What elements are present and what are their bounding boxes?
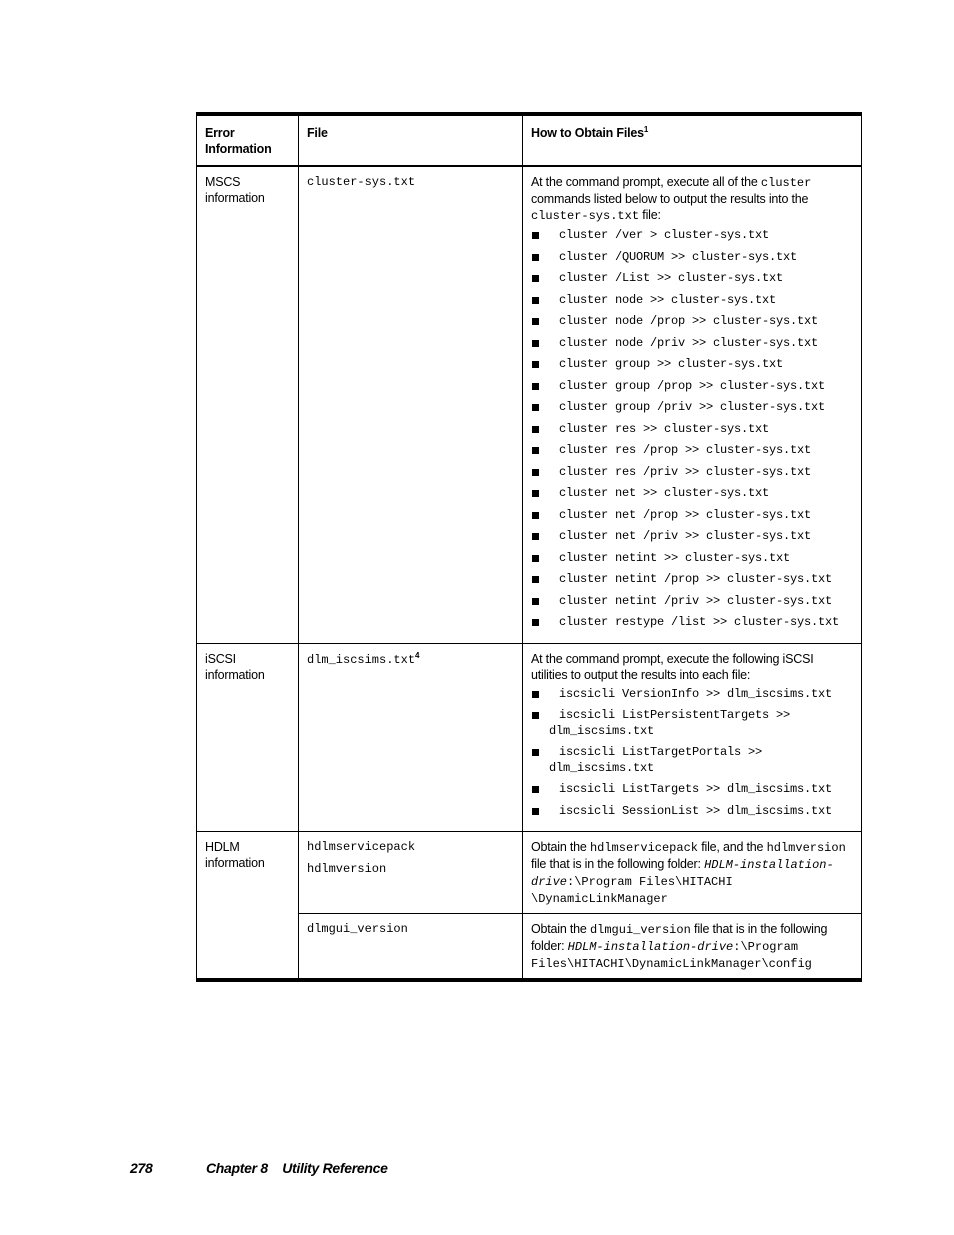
list-item bbox=[531, 745, 853, 776]
page-footer bbox=[130, 1160, 388, 1176]
command-text: cluster group /prop >> cluster-sys.txt bbox=[559, 378, 826, 393]
square-bullet-icon bbox=[532, 749, 539, 756]
square-bullet-icon bbox=[532, 275, 539, 282]
iscsi-how-cell bbox=[523, 643, 862, 832]
command-text: iscsicli ListPersistentTargets >> dlm_iscsims.txt bbox=[549, 708, 791, 738]
hdlm-gui-file-cell bbox=[299, 914, 523, 981]
square-bullet-icon bbox=[532, 598, 539, 605]
list-item bbox=[531, 443, 853, 459]
header-how-to bbox=[523, 114, 862, 166]
square-bullet-icon bbox=[532, 297, 539, 304]
table-header-row bbox=[197, 114, 862, 166]
list-item bbox=[531, 594, 853, 610]
list-item bbox=[531, 708, 853, 739]
page-number: 278 bbox=[130, 1160, 153, 1176]
list-item bbox=[531, 271, 853, 287]
mscs-file: cluster-sys.txt bbox=[307, 175, 416, 189]
iscsi-file-cell bbox=[299, 643, 523, 832]
command-text: cluster net /priv >> cluster-sys.txt bbox=[559, 529, 812, 543]
command-text: iscsicli SessionList >> dlm_iscsims.txt bbox=[559, 803, 833, 818]
command-text: cluster res >> cluster-sys.txt bbox=[559, 421, 770, 436]
command-text: cluster restype /list >> cluster-sys.txt bbox=[559, 615, 840, 629]
list-item bbox=[531, 551, 853, 567]
hdlm-file-2: hdlmversion bbox=[307, 862, 387, 876]
list-item bbox=[531, 687, 853, 703]
hdlm-gui-how-cell bbox=[523, 914, 862, 981]
command-text: cluster netint >> cluster-sys.txt bbox=[559, 550, 791, 565]
hdlm-desc-code-1: hdlmservicepack bbox=[589, 841, 698, 855]
header-footnote-ref: 1 bbox=[643, 124, 649, 134]
command-text: iscsicli ListTargetPortals >> dlm_iscsims.txt bbox=[549, 745, 763, 775]
mscs-command-list bbox=[531, 228, 853, 631]
list-item bbox=[531, 615, 853, 631]
chapter-title: Chapter 8 Utility Reference bbox=[206, 1160, 388, 1176]
hdlm-how-cell bbox=[523, 832, 862, 914]
command-text: cluster group /priv >> cluster-sys.txt bbox=[559, 400, 826, 414]
iscsi-label: iSCSI information bbox=[197, 643, 299, 832]
hdlm-file-cell bbox=[299, 832, 523, 914]
list-item bbox=[531, 314, 853, 330]
square-bullet-icon bbox=[532, 426, 539, 433]
command-text: cluster node /priv >> cluster-sys.txt bbox=[559, 335, 819, 350]
square-bullet-icon bbox=[532, 712, 539, 719]
square-bullet-icon bbox=[532, 533, 539, 540]
table-row-hdlm bbox=[197, 832, 862, 914]
hdlm-gui-file: dlmgui_version bbox=[307, 922, 408, 936]
iscsi-command-list bbox=[531, 687, 853, 820]
hdlm-desc-path: :\Program Files\HITACHI \DynamicLinkManager bbox=[531, 875, 733, 906]
command-text: cluster node >> cluster-sys.txt bbox=[559, 292, 777, 307]
square-bullet-icon bbox=[532, 447, 539, 454]
list-item bbox=[531, 422, 853, 438]
hdlm-file-1: hdlmservicepack bbox=[307, 840, 416, 854]
command-text: cluster /QUORUM >> cluster-sys.txt bbox=[559, 249, 798, 264]
hdlm-desc-italic: HDLM-installation-drive bbox=[531, 858, 834, 889]
square-bullet-icon bbox=[532, 691, 539, 698]
error-info-table bbox=[196, 112, 862, 982]
header-error-info: Error Information bbox=[197, 114, 299, 166]
mscs-label: MSCS information bbox=[197, 166, 299, 643]
list-item bbox=[531, 486, 853, 502]
iscsi-footnote-ref: 4 bbox=[415, 650, 420, 660]
header-file: File bbox=[299, 114, 523, 166]
hdlm-desc-text-3: file that is in the following folder: bbox=[531, 857, 705, 871]
command-text: cluster net >> cluster-sys.txt bbox=[559, 486, 770, 500]
command-text: cluster netint /priv >> cluster-sys.txt bbox=[559, 593, 833, 608]
square-bullet-icon bbox=[532, 318, 539, 325]
square-bullet-icon bbox=[532, 576, 539, 583]
list-item bbox=[531, 379, 853, 395]
command-text: cluster net /prop >> cluster-sys.txt bbox=[559, 507, 812, 522]
command-text: cluster /ver > cluster-sys.txt bbox=[559, 228, 770, 242]
square-bullet-icon bbox=[532, 340, 539, 347]
command-text: cluster res /priv >> cluster-sys.txt bbox=[559, 464, 812, 479]
mscs-intro-file: cluster-sys.txt bbox=[531, 209, 640, 223]
mscs-intro-code: cluster bbox=[760, 176, 812, 190]
list-item bbox=[531, 357, 853, 373]
list-item bbox=[531, 228, 853, 244]
mscs-intro bbox=[531, 174, 853, 224]
square-bullet-icon bbox=[532, 232, 539, 239]
mscs-intro-text-1: At the command prompt, execute all of the bbox=[531, 175, 761, 189]
hdlm-gui-desc-code: dlmgui_version bbox=[589, 923, 691, 937]
list-item bbox=[531, 400, 853, 416]
list-item bbox=[531, 336, 853, 352]
hdlm-desc-code-2: hdlmversion bbox=[766, 841, 846, 855]
command-text: cluster group >> cluster-sys.txt bbox=[559, 357, 784, 371]
square-bullet-icon bbox=[532, 404, 539, 411]
list-item bbox=[531, 250, 853, 266]
hdlm-desc-text-1: Obtain the bbox=[531, 840, 590, 854]
mscs-how-cell bbox=[523, 166, 862, 643]
square-bullet-icon bbox=[532, 555, 539, 562]
header-how-to-text: How to Obtain Files bbox=[531, 126, 644, 140]
list-item bbox=[531, 465, 853, 481]
table-row-mscs bbox=[197, 166, 862, 643]
iscsi-file-line bbox=[307, 651, 514, 668]
command-text: cluster /List >> cluster-sys.txt bbox=[559, 271, 784, 285]
table-row-iscsi bbox=[197, 643, 862, 832]
square-bullet-icon bbox=[532, 808, 539, 815]
square-bullet-icon bbox=[532, 490, 539, 497]
command-text: iscsicli VersionInfo >> dlm_iscsims.txt bbox=[559, 686, 833, 701]
list-item bbox=[531, 804, 853, 820]
list-item bbox=[531, 508, 853, 524]
iscsi-intro: At the command prompt, execute the following iSCSI utilities to output the results into each file: bbox=[531, 651, 814, 682]
square-bullet-icon bbox=[532, 469, 539, 476]
list-item bbox=[531, 572, 853, 588]
command-text: cluster netint /prop >> cluster-sys.txt bbox=[559, 572, 833, 586]
square-bullet-icon bbox=[532, 383, 539, 390]
hdlm-label: HDLM information bbox=[197, 832, 299, 981]
command-text: cluster node /prop >> cluster-sys.txt bbox=[559, 314, 819, 328]
hdlm-gui-desc-text-2: file that is in the following folder: bbox=[531, 922, 828, 953]
square-bullet-icon bbox=[532, 512, 539, 519]
square-bullet-icon bbox=[532, 361, 539, 368]
list-item bbox=[531, 293, 853, 309]
hdlm-gui-desc-italic: HDLM-installation-drive bbox=[567, 940, 734, 954]
hdlm-desc-text-2: file, and the bbox=[697, 840, 767, 854]
list-item bbox=[531, 529, 853, 545]
square-bullet-icon bbox=[532, 254, 539, 261]
hdlm-gui-desc-text-1: Obtain the bbox=[531, 922, 590, 936]
square-bullet-icon bbox=[532, 786, 539, 793]
mscs-intro-text-2: commands listed below to output the results into the bbox=[531, 192, 809, 206]
command-text: cluster res /prop >> cluster-sys.txt bbox=[559, 443, 812, 457]
square-bullet-icon bbox=[532, 619, 539, 626]
list-item bbox=[531, 782, 853, 798]
iscsi-file: dlm_iscsims.txt bbox=[307, 652, 416, 667]
command-text: iscsicli ListTargets >> dlm_iscsims.txt bbox=[559, 782, 833, 796]
hdlm-gui-desc-path: :\Program Files\HITACHI\DynamicLinkManager\config bbox=[531, 940, 812, 971]
mscs-intro-text-3: file: bbox=[639, 208, 661, 222]
mscs-file-cell bbox=[299, 166, 523, 643]
